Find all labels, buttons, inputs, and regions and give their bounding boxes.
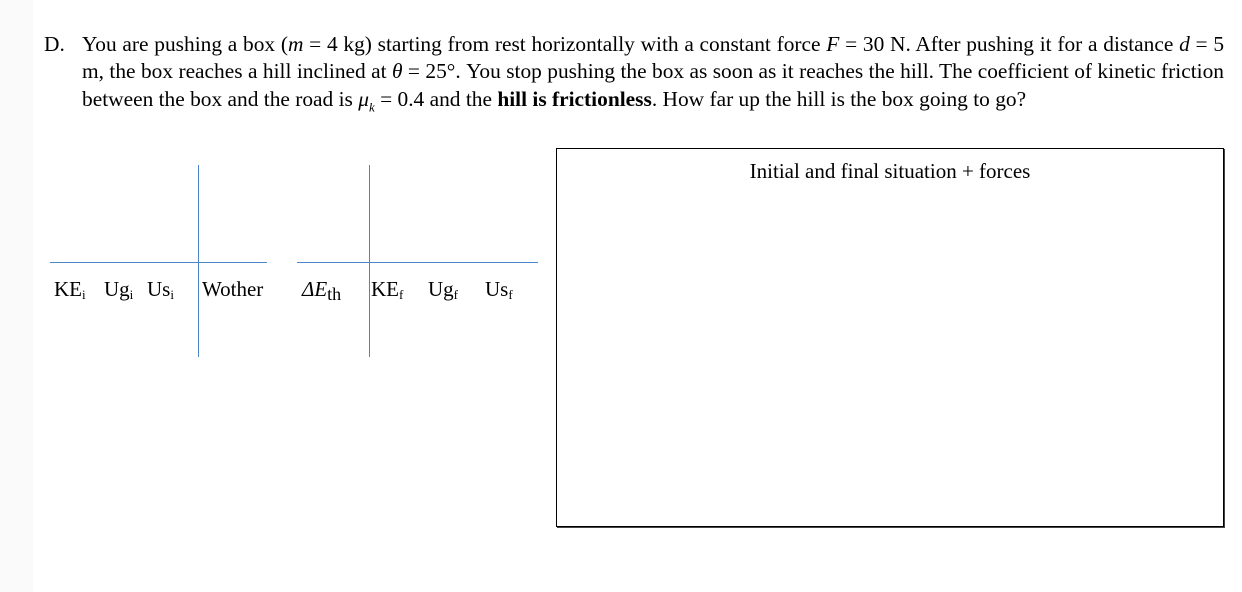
chart-baseline-left	[50, 262, 267, 263]
frictionless-emphasis: hill is frictionless	[497, 86, 652, 111]
ke-initial-label: $KE_i$	[54, 277, 86, 302]
w-other-label: Wother	[202, 277, 264, 301]
ke-final-label: $KE_f$	[371, 277, 404, 302]
ug-final-label: $Ug_f$	[428, 277, 459, 302]
chart-baseline-right	[297, 262, 538, 263]
delta-e-thermal-label: $\Delta E_{th}$	[302, 277, 342, 304]
page-margin	[0, 0, 33, 592]
problem-text: You are pushing a box (m = 4 kg) starting from rest horizontally with a constant force F = 30 N. After pushing it for a distance d = 5 m, the box reaches a hill inclined at θ = 25°. You stop pushing the box as soon as it reaches the hill. The coefficient of kinetic friction between the box and the road is $\mu_k = 0.4$ and the hill is frictionless. How far up the hill is the box going to go?	[82, 32, 1225, 114]
chart-axis-final	[369, 165, 370, 357]
problem-label: D.	[44, 32, 65, 56]
ug-initial-label: $Ug_i$	[104, 277, 134, 302]
diagram-answer-box[interactable]	[556, 148, 1224, 527]
us-final-label: $Us_f$	[485, 277, 513, 302]
us-initial-label: $Us_i$	[147, 277, 174, 302]
chart-axis-initial	[198, 165, 199, 357]
diagram-box-title: Initial and final situation + forces	[749, 159, 1031, 183]
problem-statement	[44, 31, 1224, 120]
